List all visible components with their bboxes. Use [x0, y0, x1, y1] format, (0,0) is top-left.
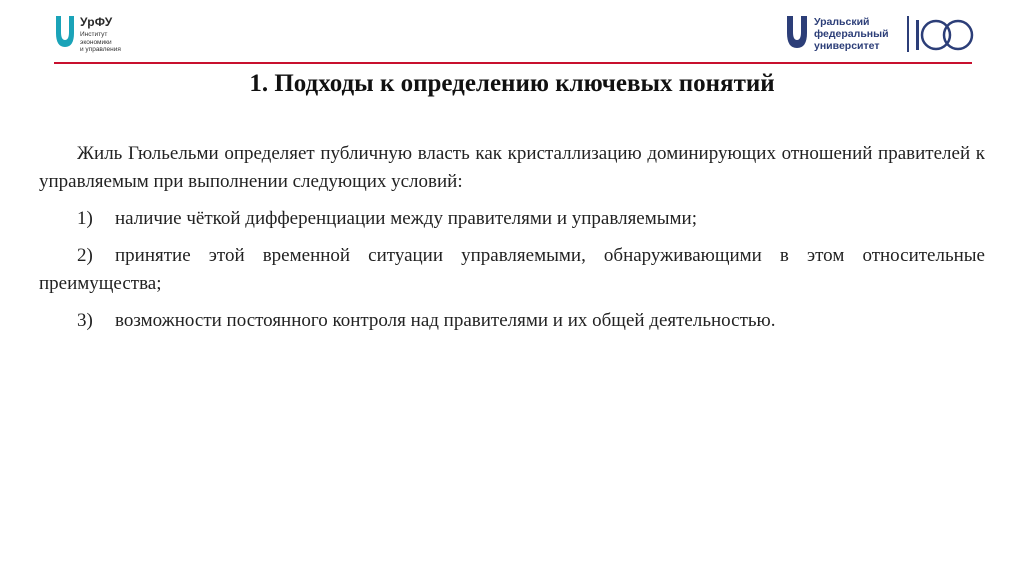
- list-item-number: 2): [77, 245, 93, 266]
- university-name-line: университет: [814, 40, 880, 52]
- list-item-text: принятие этой временной ситуации управляемыми, обнаруживающими в этом относительные преимущества;: [39, 245, 985, 294]
- list-item-number: 3): [77, 310, 93, 331]
- logo-subtitle-line: и управления: [80, 46, 121, 53]
- slide-title: 1. Подходы к определению ключевых понятий: [249, 70, 775, 97]
- logo-subtitle-line: экономики: [80, 38, 112, 46]
- university-name-line: федеральный: [814, 28, 889, 40]
- slide-body: [39, 140, 985, 344]
- list-item: [39, 307, 985, 335]
- urfu-university-logo: [786, 14, 980, 56]
- list-item: [39, 205, 985, 233]
- logo-subtitle-line: Институт: [80, 31, 108, 38]
- list-item-number: 1): [77, 208, 93, 229]
- header-rule: [54, 62, 972, 64]
- urfu-u-icon: [786, 15, 808, 49]
- list-item: [39, 242, 985, 298]
- university-name-line: Уральский: [814, 16, 870, 28]
- university-name: [814, 16, 889, 52]
- logo-brand-text: УрФУ: [80, 15, 113, 29]
- list-item-text: возможности постоянного контроля над правителями и их общей деятельностью.: [115, 310, 776, 331]
- urfu-institute-logo: [54, 14, 174, 58]
- centenary-100-icon: [914, 16, 976, 54]
- list-item-text: наличие чёткой дифференциации между правителями и управляемыми;: [115, 208, 697, 229]
- intro-paragraph: Жиль Гюльельми определяет публичную власть как кристаллизацию доминирующих отношений правителей к управляемым при выполнении следующих условий:: [39, 143, 985, 192]
- urfu-u-icon: [54, 14, 76, 50]
- logo-divider: [907, 16, 909, 52]
- logo-subtitle: [80, 31, 160, 54]
